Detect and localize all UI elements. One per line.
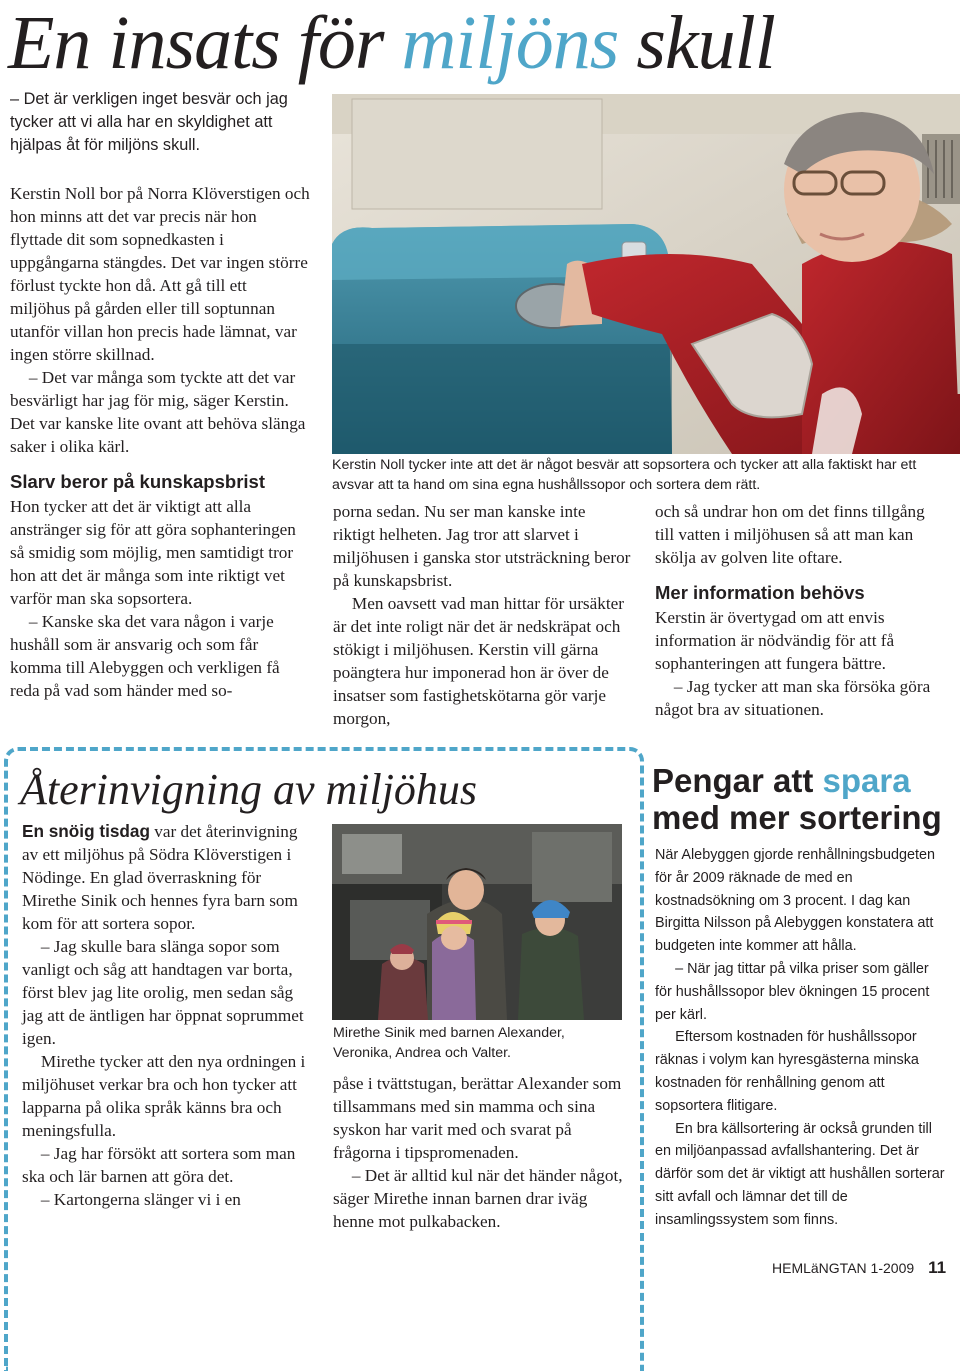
issue-number: 1-2009 bbox=[870, 1260, 915, 1276]
body-paragraph: Eftersom kostnaden för hushållssopor räknas i volym kan hyresgästerna minska kostnaden för renhållning genom att sopsortera flitigare. bbox=[655, 1029, 919, 1114]
box-article-column-2 bbox=[333, 1072, 625, 1233]
family-photo bbox=[332, 824, 622, 1020]
body-paragraph: – Kanske ska det vara någon i varje hushåll som är ansvarig och som får komma till Alebyggen och verkligen få reda på vad som händer med so- bbox=[10, 612, 280, 700]
body-paragraph: – Kartongerna slänger vi i en bbox=[40, 1190, 241, 1209]
headline-part-1: En insats för bbox=[8, 1, 384, 85]
side-headline-part-1: Pengar att bbox=[652, 762, 814, 799]
box-lead-paragraph bbox=[22, 820, 312, 935]
headline bbox=[8, 0, 960, 86]
body-paragraph: Mirethe tycker att den nya ordningen i miljöhuset verkar bra och hon tycker att lapparna på olika språk känns bra och meningsfulla. bbox=[22, 1052, 306, 1140]
subheading: Slarv beror på kunskapsbrist bbox=[10, 471, 265, 492]
main-article-column-1 bbox=[10, 182, 310, 702]
body-paragraph: – Jag tycker att man ska försöka göra något bra av situationen. bbox=[655, 677, 931, 719]
body-paragraph: – Det är alltid kul när det händer något, säger Mirethe innan barnen drar iväg henne mot pulkabacken. bbox=[333, 1166, 623, 1231]
body-paragraph: – Jag skulle bara slänga sopor som vanligt och såg att handtagen var borta, först blev jag lite orolig, men sedan såg jag att de äntligen har öppnat soprummet igen. bbox=[22, 937, 304, 1048]
main-photo-caption: Kerstin Noll tycker inte att det är något besvär att sopsortera och tycker att alla faktiskt har ett avsvar att ta hand om sina egna hushållssopor och sortera dem rätt. bbox=[332, 457, 917, 493]
page-footer bbox=[772, 1256, 946, 1280]
body-paragraph: porna sedan. Nu ser man kanske inte riktigt helheten. Jag tror att slarvet i miljöhusen i ganska stor utsträckning beror på kunskapsbrist. bbox=[333, 502, 631, 590]
side-headline-part-2: med mer sortering bbox=[652, 799, 942, 836]
subheading: Mer information behövs bbox=[655, 582, 865, 603]
main-article-column-3 bbox=[655, 500, 945, 721]
body-paragraph: påse i tvättstugan, berättar Alexander som tillsammans med sin mamma och sina syskon har varit med och svarat på frågorna i tipspromenaden. bbox=[333, 1074, 622, 1162]
box-lead-bold: En snöig tisdag bbox=[22, 821, 150, 841]
body-paragraph: – Det var många som tyckte att det var besvärligt har jag för mig, säger Kerstin. Det var kanske lite ovant att behöva slänga saker i olika kärl. bbox=[10, 368, 306, 456]
body-paragraph: – När jag tittar på vilka priser som gäller för hushållssopor blev ökningen 15 procent per kärl. bbox=[655, 960, 930, 1023]
recycling-photo-illustration bbox=[332, 94, 960, 454]
body-paragraph: Kerstin Noll bor på Norra Klöverstigen och hon minns att det var precis när hon flyttade dit som sopnedkasten i uppgångarna stängdes. Det var ingen större förlust tyckte hon då. Att gå till ett miljöhus på gården eller till soptunnan utanför villan hon precis hade lämnat, var ingen större skillnad. bbox=[10, 184, 310, 364]
family-photo-caption: Mirethe Sinik med barnen Alexander, Veronika, Andrea och Valter. bbox=[333, 1025, 565, 1061]
body-paragraph: och så undrar hon om det finns tillgång till vatten i miljöhusen så att man kan skölja av golven lite oftare. bbox=[655, 502, 925, 567]
side-article-body bbox=[655, 844, 945, 1232]
main-photo-recycling bbox=[332, 94, 960, 454]
body-paragraph: Kerstin är övertygad om att envis information är nödvändig för att få sophanteringen att fungera bättre. bbox=[655, 608, 895, 673]
lead-quote: – Det är verkligen inget besvär och jag tycker att vi alla har en skyldighet att hjälpas åt för miljöns skull. bbox=[10, 90, 288, 154]
body-paragraph: – Jag har försökt att sortera som man ska och lär barnen att göra det. bbox=[22, 1144, 296, 1186]
page-number: 11 bbox=[928, 1258, 947, 1277]
body-paragraph: Hon tycker att det är viktigt att alla anstränger sig för att göra sophanteringen så smidig som möjlig, men samtidigt tror hon att det är många som inte riktigt vet varför man ska sopsortera. bbox=[10, 497, 296, 608]
family-photo-illustration bbox=[332, 824, 622, 1020]
magazine-name: HEMLäNGTAN bbox=[772, 1260, 867, 1276]
side-headline-accent: spara bbox=[822, 762, 911, 799]
headline-part-3: skull bbox=[636, 1, 775, 85]
main-article-column-2 bbox=[333, 500, 631, 730]
body-paragraph: En bra källsortering är också grunden till en miljöanpassad avfallshantering. Det är därför som det är viktigt att hushållen sorterar sitt avfall och lämnar det till de insamlingssystem som finns. bbox=[655, 1120, 945, 1228]
body-paragraph: När Alebyggen gjorde renhållningsbudgeten för år 2009 räknade de med en kostnadsökning om 3 procent. I dag kan Birgitta Nilsson på Alebyggen konstatera att budgeten inte kommer att hålla. bbox=[655, 847, 936, 955]
box-article-column-1 bbox=[22, 820, 312, 1211]
box-article-title: Återinvigning av miljöhus bbox=[20, 765, 478, 814]
headline-accent-word: miljöns bbox=[401, 1, 619, 85]
box-lead-rest: var det återinvigning av ett miljöhus på Södra Klöverstigen i Nödinge. En glad överraskning för Mirethe Sinik och hennes fyra barn som kom för att sortera sopor. bbox=[22, 822, 298, 933]
body-paragraph: Men oavsett vad man hittar för ursäkter är det inte roligt när det är nedskräpat och stökigt i miljöhusen. Kerstin vill gärna poängtera hur imponerad hon är över de insatser som fastighetskötarna gör varje morgon, bbox=[333, 594, 624, 728]
side-article-headline bbox=[652, 762, 960, 836]
